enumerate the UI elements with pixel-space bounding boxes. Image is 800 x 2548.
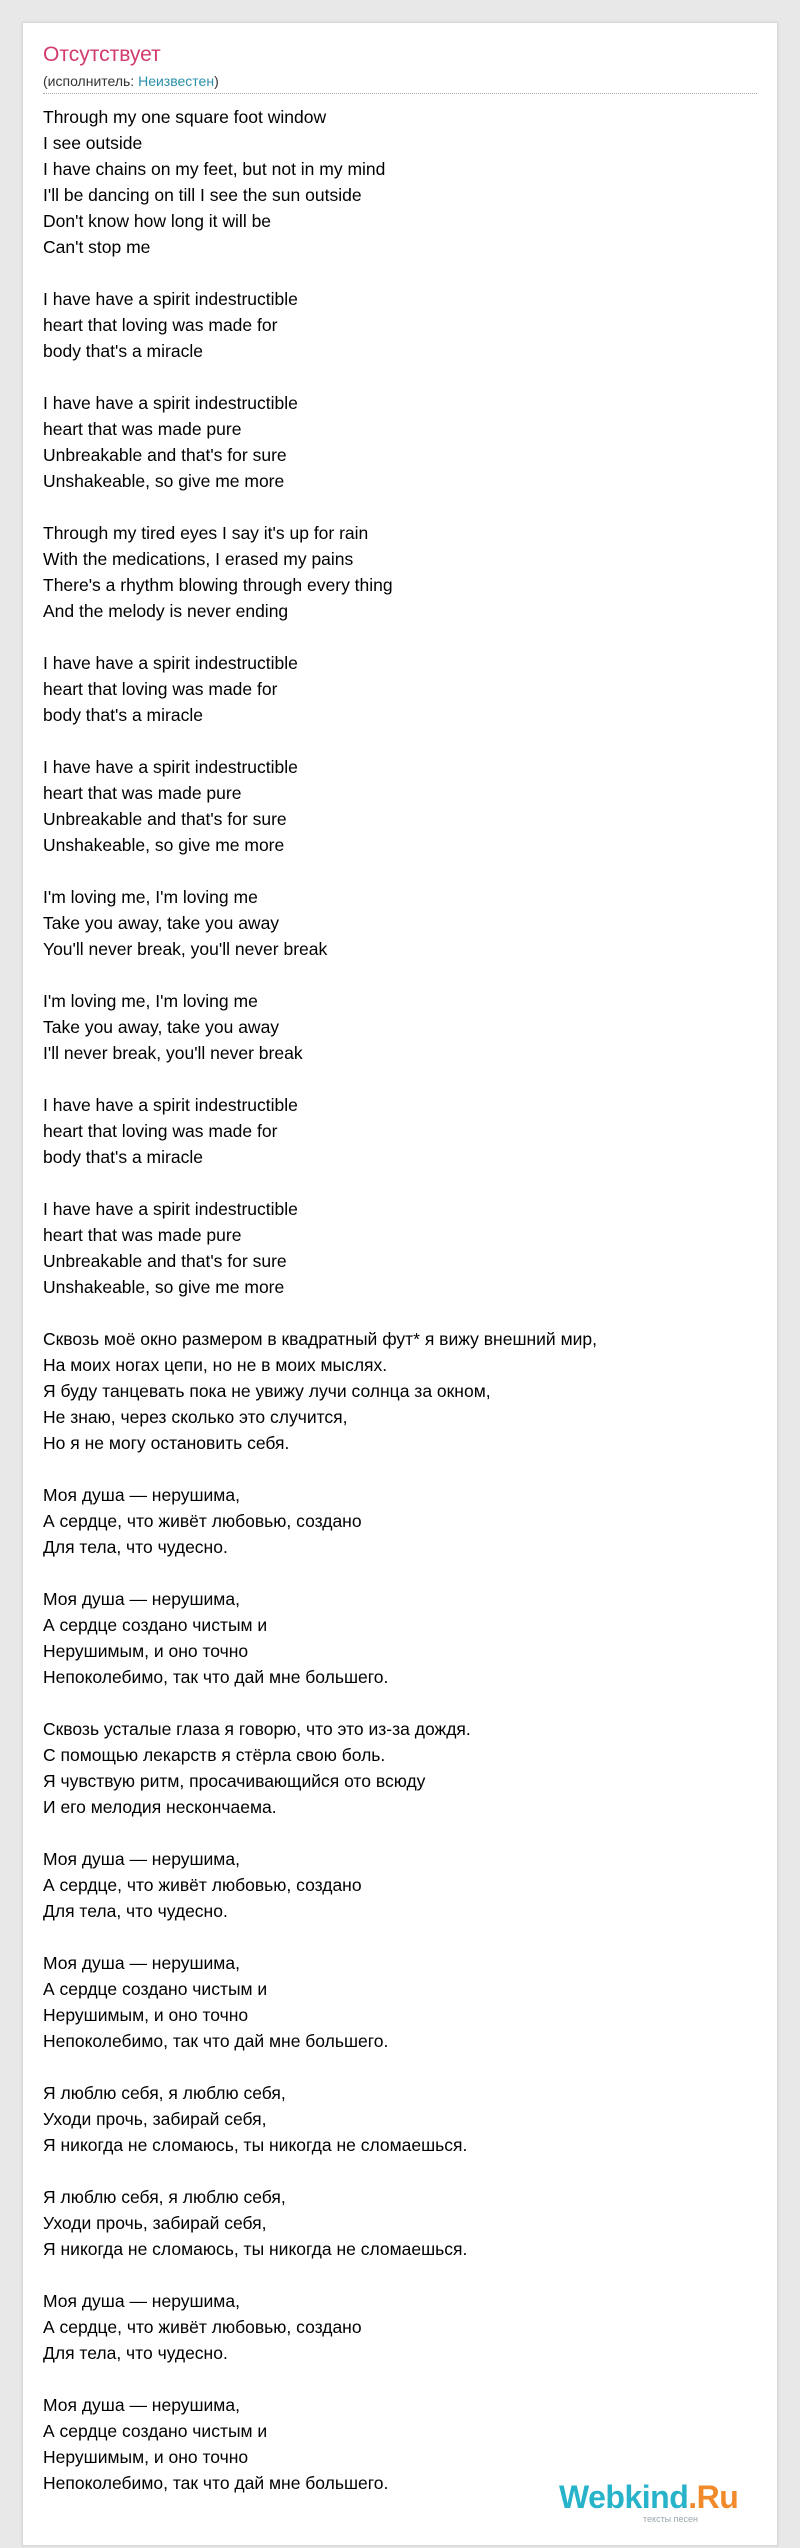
lyric-line: There's a rhythm blowing through every thing xyxy=(43,575,393,595)
lyric-line: Unshakeable, so give me more xyxy=(43,1277,285,1297)
lyric-line: Сквозь усталые глаза я говорю, что это из-за дождя. xyxy=(43,1719,471,1739)
lyric-line: На моих ногах цепи, но не в моих мыслях. xyxy=(43,1355,388,1375)
lyric-line: I have have a spirit indestructible xyxy=(43,289,298,309)
lyric-line: heart that loving was made for xyxy=(43,679,278,699)
lyric-line: I'm loving me, I'm loving me xyxy=(43,991,258,1011)
lyric-line: Unshakeable, so give me more xyxy=(43,835,285,855)
lyric-line: You'll never break, you'll never break xyxy=(43,939,328,959)
lyric-line: Я буду танцевать пока не увижу лучи солнца за окном, xyxy=(43,1381,491,1401)
lyrics-text xyxy=(43,104,763,2496)
lyric-line: I'm loving me, I'm loving me xyxy=(43,887,258,907)
artist-line xyxy=(43,72,219,90)
lyric-line: With the medications, I erased my pains xyxy=(43,549,354,569)
lyric-line: heart that was made pure xyxy=(43,1225,242,1245)
lyric-line xyxy=(43,364,763,390)
lyric-line xyxy=(43,494,763,520)
lyric-line: And the melody is never ending xyxy=(43,601,289,621)
lyric-line: I'll never break, you'll never break xyxy=(43,1043,303,1063)
lyric-line: Моя душа — нерушима, xyxy=(43,1589,240,1609)
lyric-line: А сердце создано чистым и xyxy=(43,1615,268,1635)
lyric-line: Through my tired eyes I say it's up for rain xyxy=(43,523,369,543)
lyric-line xyxy=(43,2054,763,2080)
lyric-line: Моя душа — нерушима, xyxy=(43,2395,240,2415)
lyric-line: Я никогда не сломаюсь, ты никогда не сломаешься. xyxy=(43,2239,468,2259)
logo-suffix-text: .Ru xyxy=(688,2479,739,2515)
lyric-line: Through my one square foot window xyxy=(43,107,327,127)
lyric-line: I have have a spirit indestructible xyxy=(43,1199,298,1219)
lyric-line xyxy=(43,260,763,286)
lyric-line: Непоколебимо, так что дай мне большего. xyxy=(43,2031,389,2051)
lyric-line: I have have a spirit indestructible xyxy=(43,393,298,413)
lyric-line: Нерушимым, и оно точно xyxy=(43,2005,249,2025)
lyric-line: Я люблю себя, я люблю себя, xyxy=(43,2187,286,2207)
lyric-line: А сердце создано чистым и xyxy=(43,2421,268,2441)
lyric-line: body that's a miracle xyxy=(43,705,203,725)
lyric-line xyxy=(43,728,763,754)
lyric-line xyxy=(43,1924,763,1950)
lyric-line: I have have a spirit indestructible xyxy=(43,757,298,777)
lyric-line: Я никогда не сломаюсь, ты никогда не сломаешься. xyxy=(43,2135,468,2155)
lyric-line: Unbreakable and that's for sure xyxy=(43,445,287,465)
lyric-line: Сквозь моё окно размером в квадратный фут* я вижу внешний мир, xyxy=(43,1329,597,1349)
logo-wordmark xyxy=(559,2480,759,2514)
artist-link[interactable]: Неизвестен xyxy=(138,73,215,89)
lyric-line: I have have a spirit indestructible xyxy=(43,653,298,673)
lyric-line: Нерушимым, и оно точно xyxy=(43,2447,249,2467)
lyric-line xyxy=(43,1690,763,1716)
lyric-line: Для тела, что чудесно. xyxy=(43,1901,228,1921)
lyric-line: Не знаю, через сколько это случится, xyxy=(43,1407,348,1427)
lyric-line: Don't know how long it will be xyxy=(43,211,272,231)
lyric-line: И его мелодия нескончаема. xyxy=(43,1797,277,1817)
lyric-line: I have have a spirit indestructible xyxy=(43,1095,298,1115)
lyric-line: Take you away, take you away xyxy=(43,913,280,933)
lyric-line: body that's a miracle xyxy=(43,341,203,361)
lyric-line: А сердце, что живёт любовью, создано xyxy=(43,1875,362,1895)
lyric-line xyxy=(43,624,763,650)
lyric-line: Unbreakable and that's for sure xyxy=(43,809,287,829)
lyric-line: Нерушимым, и оно точно xyxy=(43,1641,249,1661)
lyric-line: А сердце, что живёт любовью, создано xyxy=(43,2317,362,2337)
webkind-logo[interactable] xyxy=(559,2479,759,2524)
artist-prefix: (исполнитель: xyxy=(43,73,139,89)
lyric-line: Моя душа — нерушима, xyxy=(43,2291,240,2311)
lyric-line: Моя душа — нерушима, xyxy=(43,1849,240,1869)
lyric-line xyxy=(43,1820,763,1846)
lyric-line xyxy=(43,1170,763,1196)
lyric-line xyxy=(43,1560,763,1586)
lyric-line: I see outside xyxy=(43,133,143,153)
lyric-line: Но я не могу остановить себя. xyxy=(43,1433,290,1453)
lyric-line: heart that was made pure xyxy=(43,419,242,439)
lyric-line: Для тела, что чудесно. xyxy=(43,2343,228,2363)
lyric-line: Я чувствую ритм, просачивающийся ото всюду xyxy=(43,1771,426,1791)
lyric-line xyxy=(43,2262,763,2288)
lyric-line: Я люблю себя, я люблю себя, xyxy=(43,2083,286,2103)
logo-main-text: Webkind xyxy=(559,2479,689,2515)
lyric-line: Take you away, take you away xyxy=(43,1017,280,1037)
lyric-line: С помощью лекарств я стёрла свою боль. xyxy=(43,1745,386,1765)
lyric-line: Can't stop me xyxy=(43,237,151,257)
lyric-line xyxy=(43,2366,763,2392)
lyric-line: Уходи прочь, забирай себя, xyxy=(43,2109,267,2129)
lyric-line: heart that was made pure xyxy=(43,783,242,803)
lyric-line: Unbreakable and that's for sure xyxy=(43,1251,287,1271)
lyric-line xyxy=(43,1066,763,1092)
lyric-line: Моя душа — нерушима, xyxy=(43,1485,240,1505)
header-divider xyxy=(43,93,757,94)
lyric-line xyxy=(43,858,763,884)
lyric-line: body that's a miracle xyxy=(43,1147,203,1167)
lyric-line: Unshakeable, so give me more xyxy=(43,471,285,491)
lyric-line xyxy=(43,1456,763,1482)
lyric-line: Моя душа — нерушима, xyxy=(43,1953,240,1973)
lyric-line xyxy=(43,962,763,988)
lyric-line: А сердце создано чистым и xyxy=(43,1979,268,1999)
lyric-line: Непоколебимо, так что дай мне большего. xyxy=(43,2473,389,2493)
lyric-line xyxy=(43,1300,763,1326)
lyric-line: I'll be dancing on till I see the sun outside xyxy=(43,185,362,205)
lyric-line: А сердце, что живёт любовью, создано xyxy=(43,1511,362,1531)
lyric-line xyxy=(43,2158,763,2184)
logo-tagline: тексты песен xyxy=(643,2514,699,2524)
song-title: Отсутствует xyxy=(43,43,161,66)
artist-suffix: ) xyxy=(214,73,219,89)
lyric-line: Для тела, что чудесно. xyxy=(43,1537,228,1557)
lyrics-card xyxy=(22,22,778,2546)
lyric-line: heart that loving was made for xyxy=(43,315,278,335)
lyric-line: heart that loving was made for xyxy=(43,1121,278,1141)
lyric-line: Уходи прочь, забирай себя, xyxy=(43,2213,267,2233)
lyric-line: Непоколебимо, так что дай мне большего. xyxy=(43,1667,389,1687)
lyric-line: I have chains on my feet, but not in my mind xyxy=(43,159,386,179)
